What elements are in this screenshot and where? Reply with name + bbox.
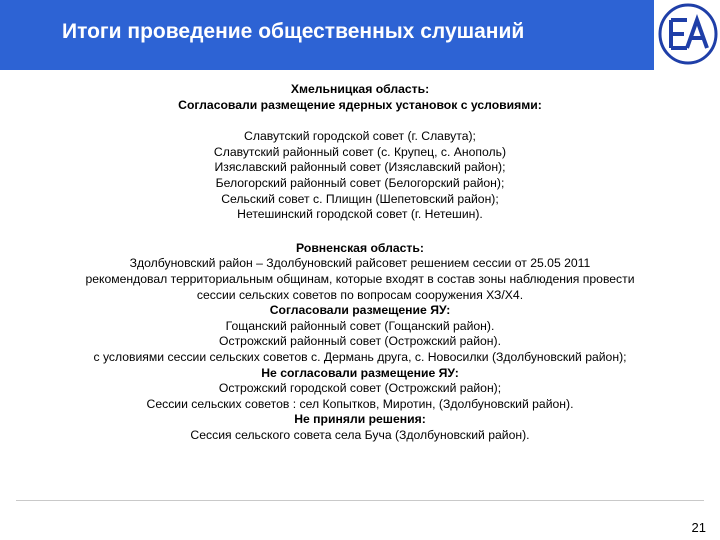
rivne-approved-heading: Согласовали размещение ЯУ: xyxy=(269,303,451,318)
list-item: Сессии сельских советов : сел Копытков, Миротин, (Здолбуновский район). xyxy=(146,396,574,411)
slide-content xyxy=(10,82,710,443)
khmelnytsky-approved-heading: Согласовали размещение ядерных установок с условиями: xyxy=(178,97,542,112)
rivne-no-decision-heading: Не приняли решения: xyxy=(294,412,426,427)
ea-logo-icon xyxy=(657,2,719,66)
list-item: Острожский районный совет (Острожский район). xyxy=(219,334,501,349)
rivne-intro-line: рекомендовал территориальным общинам, которые входят в состав зоны наблюдения провести xyxy=(85,271,635,286)
header-bar xyxy=(0,0,654,70)
list-item: Сельский совет с. Плищин (Шепетовский район); xyxy=(221,191,499,206)
page-number: 21 xyxy=(691,520,706,535)
slide-title: Итоги проведение общественных слушаний xyxy=(62,20,525,43)
list-item: Гощанский районный совет (Гощанский район). xyxy=(225,318,495,333)
list-item: Славутский районный совет (с. Крупец, с. Анополь) xyxy=(213,144,507,159)
list-item: с условиями сессии сельских советов с. Дермань друга, с. Новосилки (Здолбуновский район); xyxy=(93,349,627,364)
rivne-intro-line: сессии сельских советов по вопросам сооружения ХЗ/Х4. xyxy=(196,287,524,302)
list-item: Сессия сельского совета села Буча (Здолбуновский район). xyxy=(190,427,530,442)
footer-divider xyxy=(16,500,704,501)
rivne-not-approved-heading: Не согласовали размещение ЯУ: xyxy=(261,365,459,380)
list-item: Славутский городской совет (г. Славута); xyxy=(244,129,476,144)
list-item: Изяславский районный совет (Изяславский район); xyxy=(214,160,506,175)
rivne-region-heading: Ровненская область: xyxy=(296,240,424,255)
list-item: Острожский городской совет (Острожский район); xyxy=(218,381,502,396)
rivne-intro-line: Здолбуновский район – Здолбуновский райсовет решением сессии от 25.05 2011 xyxy=(129,256,591,271)
list-item: Нетешинский городской совет (г. Нетешин). xyxy=(237,207,483,222)
khmelnytsky-region-heading: Хмельницкая область: xyxy=(290,82,430,96)
list-item: Белогорский районный совет (Белогорский район); xyxy=(215,175,505,190)
